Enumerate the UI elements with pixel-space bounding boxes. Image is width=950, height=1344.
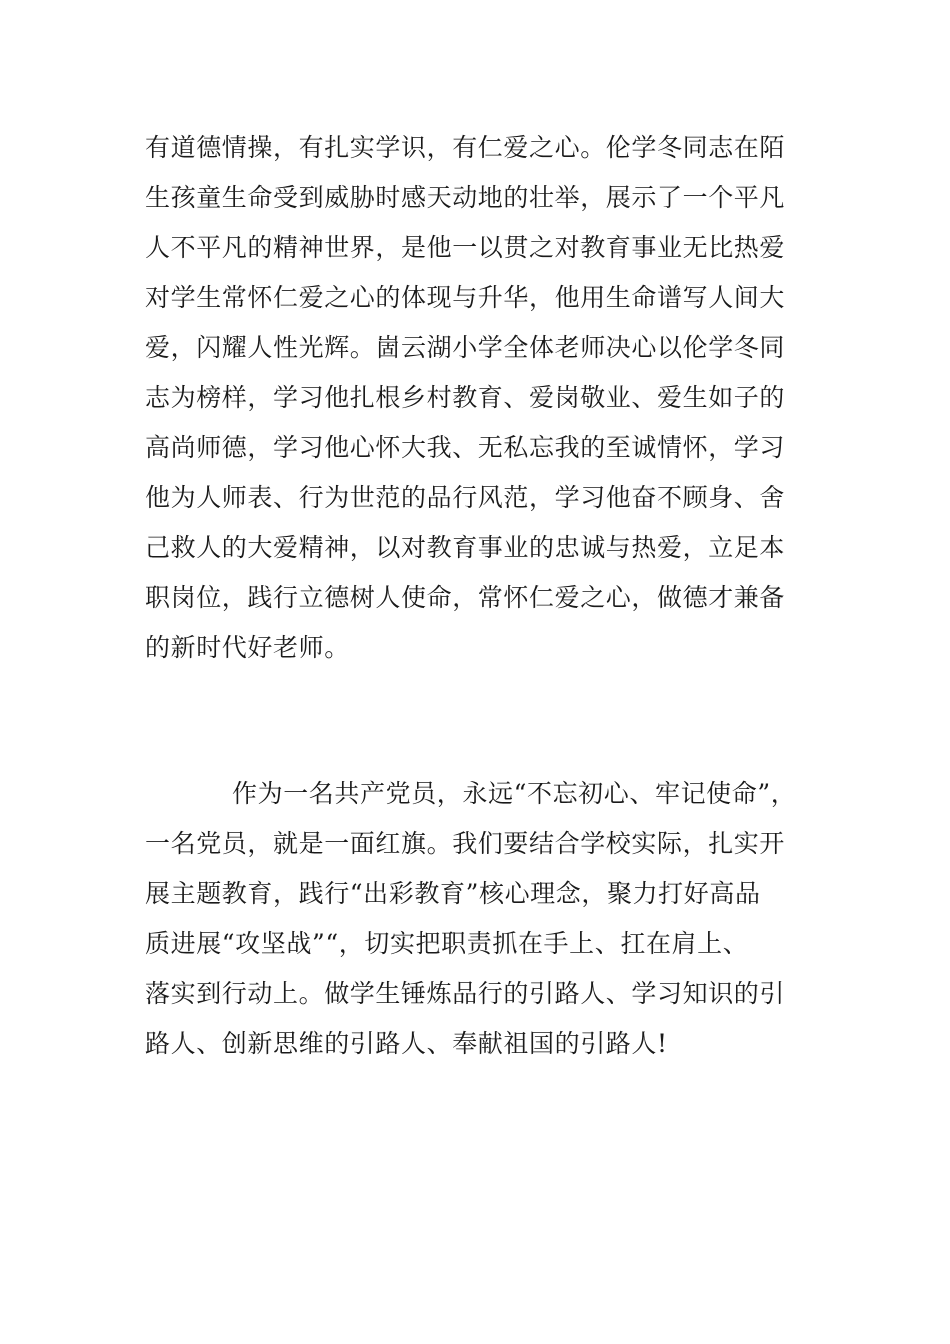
paragraph-1-line-7: 高尚师德，学习他心怀大我、无私忘我的至诚情怀，学习 [145,433,786,462]
paragraph-1-line-10: 职岗位，践行立德树人使命，常怀仁爱之心，做德才兼备 [145,583,786,612]
paragraph-1-line-1: 有道德情操，有扎实学识，有仁爱之心。伦学冬同志在陌 [145,133,786,162]
paragraph-2-line-4: 质进展“攻坚战”“，切实把职责抓在手上、扛在肩上、 [145,929,749,958]
paragraph-1-line-5: 爱，闪耀人性光辉。崮云湖小学全体老师决心以伦学冬同 [145,333,786,362]
paragraph-1-line-9: 己救人的大爱精神，以对教育事业的忠诚与热爱，立足本 [145,533,786,562]
paragraph-2-line-1: 作为一名共产党员，永远“不忘初心、牢记使命”， [232,779,797,808]
paragraph-1-line-3: 人不平凡的精神世界，是他一以贯之对教育事业无比热爱 [145,233,786,262]
paragraph-1-line-11: 的新时代好老师。 [145,633,350,662]
paragraph-2-line-5: 落实到行动上。做学生锤炼品行的引路人、学习知识的引 [145,979,786,1008]
paragraph-1-line-2: 生孩童生命受到威胁时感天动地的壮举，展示了一个平凡 [145,183,786,212]
paragraph-1-line-6: 志为榜样，学习他扎根乡村教育、爱岗敬业、爱生如子的 [145,383,786,412]
paragraph-2-line-3: 展主题教育，践行“出彩教育”核心理念，聚力打好高品 [145,879,761,908]
paragraph-2-line-6: 路人、创新思维的引路人、奉献祖国的引路人! [145,1029,668,1058]
paragraph-2-line-2: 一名党员，就是一面红旗。我们要结合学校实际，扎实开 [145,829,786,858]
paragraph-1-line-8: 他为人师表、行为世范的品行风范，学习他奋不顾身、舍 [145,483,786,512]
paragraph-1-line-4: 对学生常怀仁爱之心的体现与升华，他用生命谱写人间大 [145,283,786,312]
